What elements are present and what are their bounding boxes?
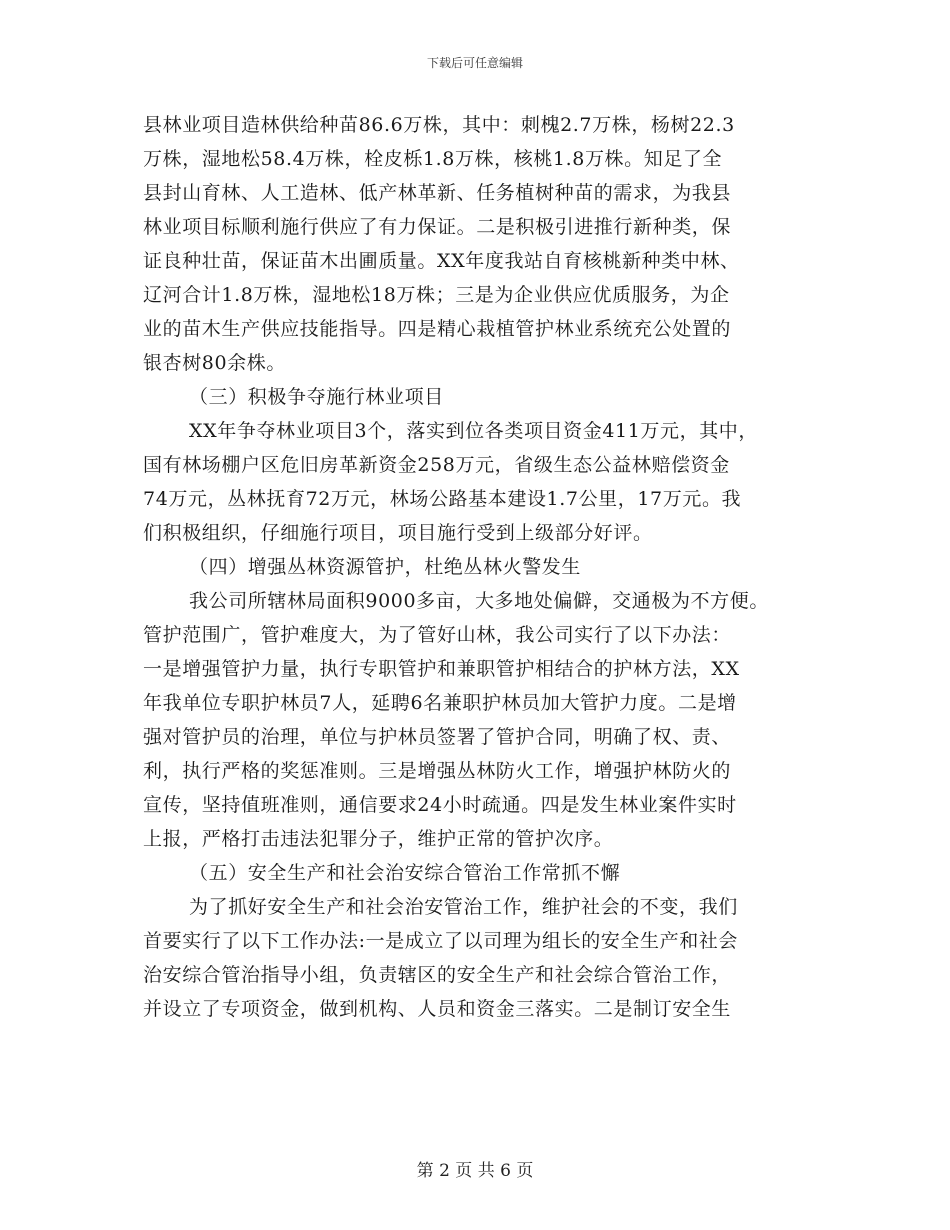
- paragraph-line: 并设立了专项资金，做到机构、人员和资金三落实。二是制订安全生: [143, 998, 732, 1020]
- paragraph-line: 我公司所辖林局面积9000多亩，大多地处偏僻，交通极为不方便。: [189, 590, 769, 612]
- section-heading: （三）积极争夺施行林业项目: [189, 386, 444, 408]
- document-body: [143, 108, 843, 1026]
- paragraph-line: 一是增强管护力量，执行专职管护和兼职管护相结合的护林方法，XX: [143, 658, 740, 680]
- paragraph-line: 管护范围广，管护难度大，为了管好山林，我公司实行了以下办法：: [143, 624, 732, 646]
- paragraph-line: 年我单位专职护林员7人，延聘6名兼职护林员加大管护力度。二是增: [143, 692, 737, 714]
- section-heading: （四）增强丛林资源管护，杜绝丛林火警发生: [189, 556, 582, 578]
- paragraph-line: 上报，严格打击违法犯罪分子，维护正常的管护次序。: [143, 828, 614, 850]
- paragraph-line: 首要实行了以下工作办法:一是成立了以司理为组长的安全生产和社会: [143, 930, 739, 952]
- paragraph-line: 们积极组织，仔细施行项目，项目施行受到上级部分好评。: [143, 522, 653, 544]
- paragraph-line: 业的苗木生产供应技能指导。四是精心栽植管护林业系统充公处置的: [143, 318, 732, 340]
- section-heading: （五）安全生产和社会治安综合管治工作常抓不懈: [189, 862, 621, 884]
- page-footer: 第 2 页 共 6 页: [416, 1161, 534, 1181]
- paragraph-line: 国有林场棚户区危旧房革新资金258万元，省级生态公益林赔偿资金: [143, 454, 730, 476]
- paragraph-line: 县林业项目造林供给种苗86.6万株，其中：刺槐2.7万株，杨树22.3: [143, 114, 735, 136]
- paragraph-line: XX年争夺林业项目3个，落实到位各类项目资金411万元，其中，: [189, 420, 759, 442]
- paragraph-line: 治安综合管治指导小组，负责辖区的安全生产和社会综合管治工作，: [143, 964, 732, 986]
- page-header: 下载后可任意编辑: [426, 56, 523, 70]
- paragraph-line: 宣传，坚持值班准则，通信要求24小时疏通。四是发生林业案件实时: [143, 794, 737, 816]
- paragraph-line: 为了抓好安全生产和社会治安管治工作，维护社会的不变，我们: [189, 896, 738, 918]
- paragraph-line: 林业项目标顺利施行供应了有力保证。二是积极引进推行新种类，保: [143, 216, 732, 238]
- paragraph-line: 74万元，丛林抚育72万元，林场公路基本建设1.7公里，17万元。我: [143, 488, 742, 510]
- paragraph-line: 县封山育林、人工造林、低产林革新、任务植树种苗的需求，为我县: [143, 182, 732, 204]
- paragraph-line: 银杏树80余株。: [143, 352, 286, 374]
- paragraph-line: 万株，湿地松58.4万株，栓皮栎1.8万株，核桃1.8万株。知足了全: [143, 148, 723, 170]
- paragraph-line: 强对管护员的治理，单位与护林员签署了管护合同，明确了权、责、: [143, 726, 732, 748]
- paragraph-line: 证良种壮苗，保证苗木出圃质量。XX年度我站自育核桃新种类中林、: [143, 250, 740, 272]
- paragraph-line: 利，执行严格的奖惩准则。三是增强丛林防火工作，增强护林防火的: [143, 760, 732, 782]
- paragraph-line: 辽河合计1.8万株，湿地松18万株；三是为企业供应优质服务，为企: [143, 284, 730, 306]
